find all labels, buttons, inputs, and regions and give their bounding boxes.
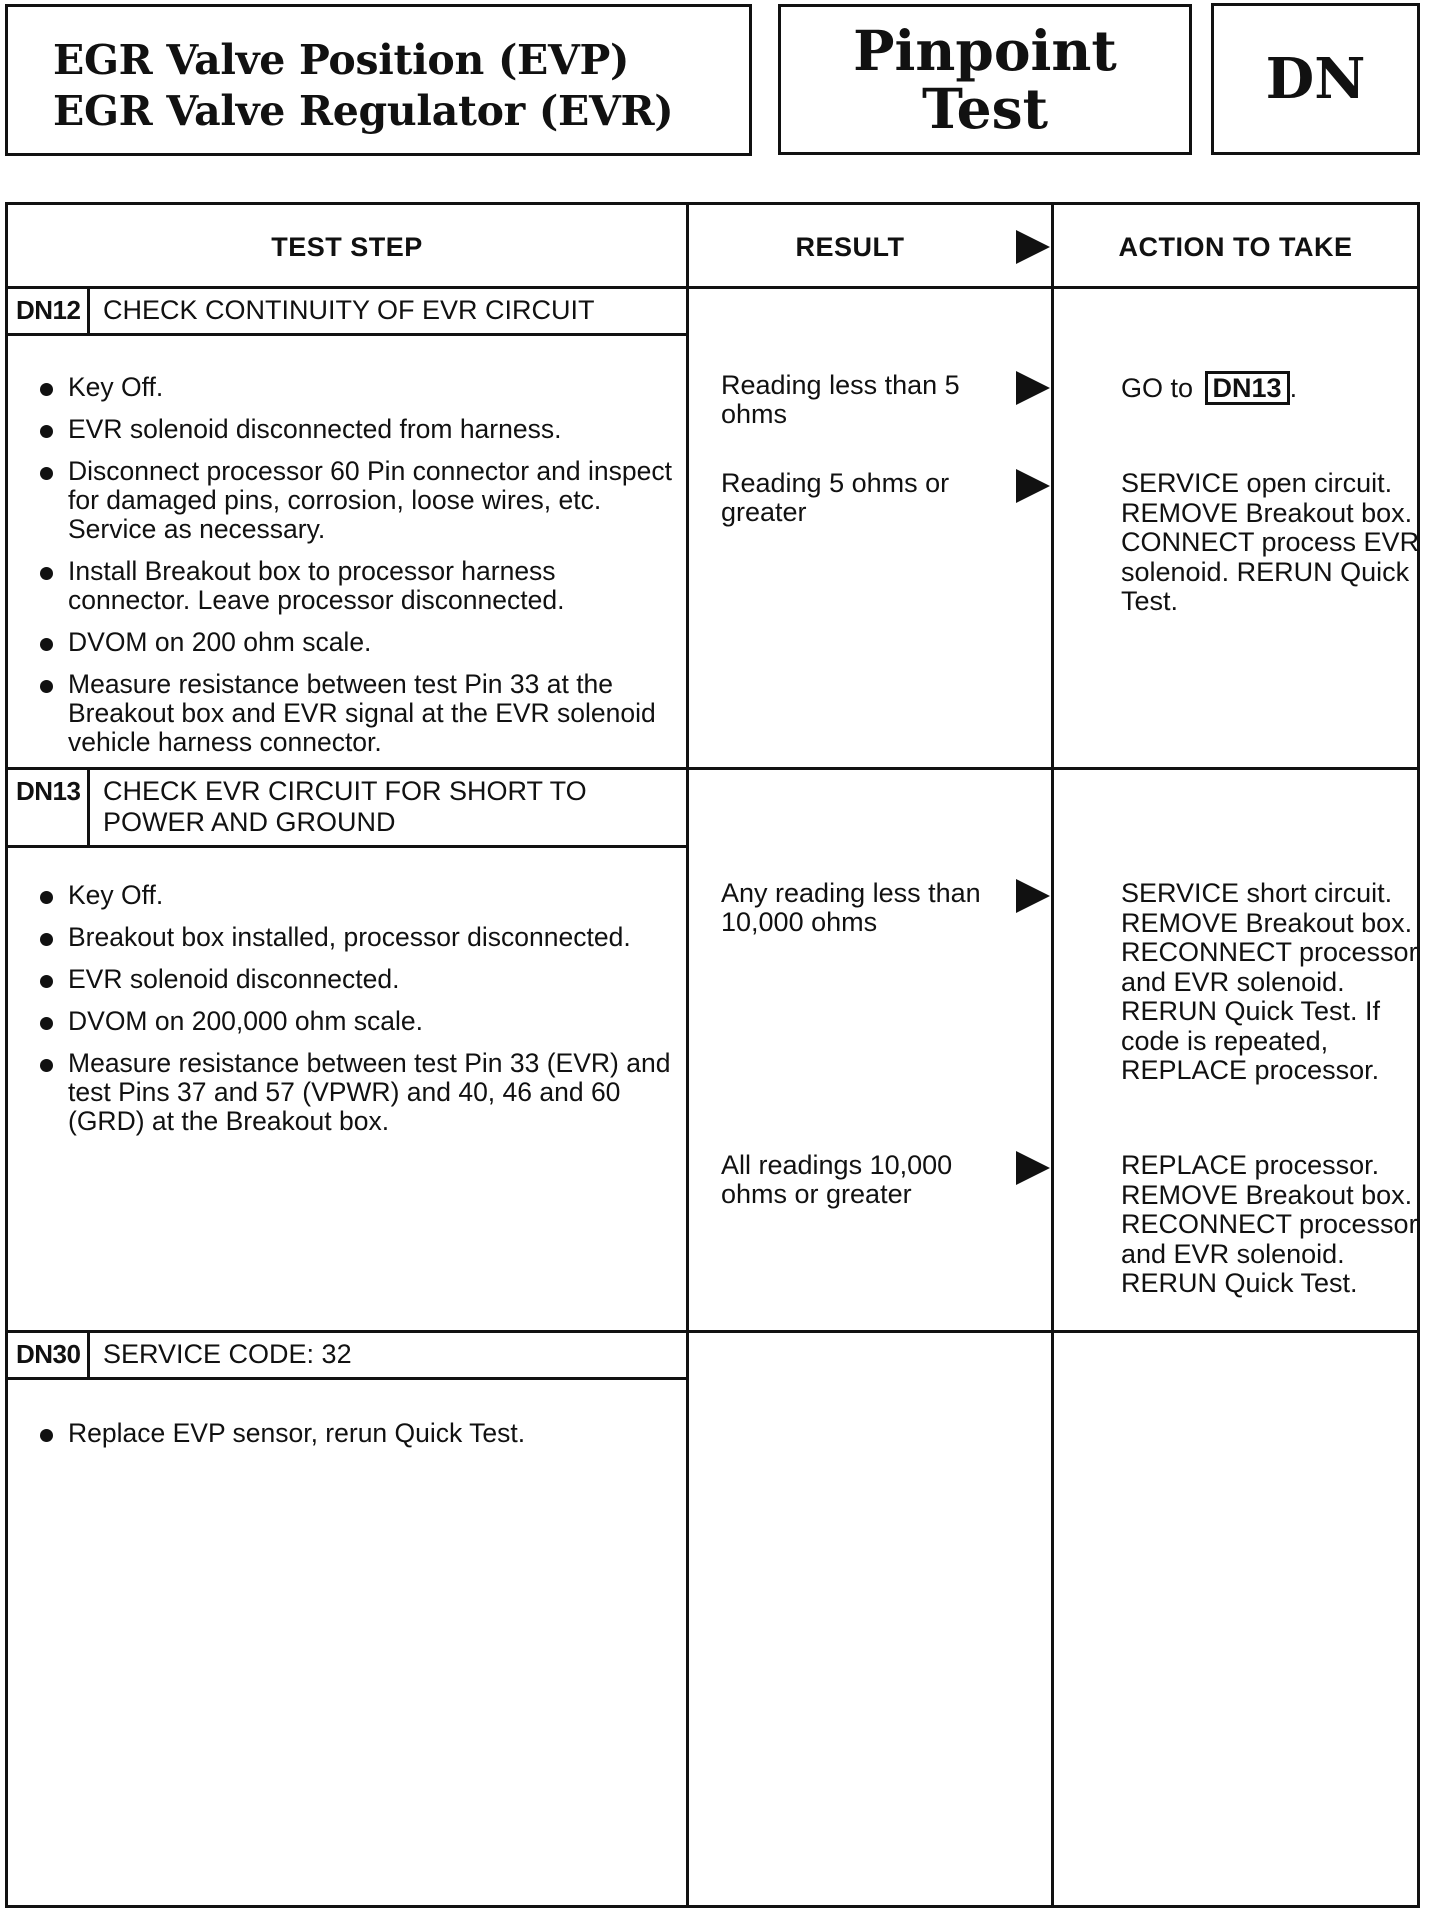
- step-reference-dn13[interactable]: DN13: [1205, 371, 1290, 405]
- column-header-result: RESULT: [795, 231, 905, 262]
- step-title: CHECK EVR CIRCUIT FOR SHORT TO POWER AND GROUND: [103, 776, 587, 837]
- pinpoint-test-box: [778, 4, 1192, 155]
- bullet-item: Breakout box installed, processor disconnected.: [38, 923, 678, 952]
- action-text: SERVICE short circuit. REMOVE Breakout box. RECONNECT processor and EVR solenoid. RERUN Quick Test. If code is repeated, REPLACE processor.: [1121, 878, 1418, 1085]
- pinpoint-label: Pinpoint: [853, 17, 1117, 83]
- result-text: Reading less than 5 ohms: [721, 370, 960, 429]
- action-suffix: .: [1289, 373, 1298, 403]
- bullet-item: Measure resistance between test Pin 33 at the Breakout box and EVR signal at the EVR solenoid vehicle harness connector.: [38, 670, 678, 757]
- action-text: SERVICE open circuit. REMOVE Breakout box. CONNECT process EVR solenoid. RERUN Quick Test.: [1121, 468, 1420, 616]
- document-title-line2: EGR Valve Regulator (EVR): [53, 87, 674, 135]
- test-code: DN: [1265, 46, 1366, 112]
- document-title-line1: EGR Valve Position (EVP): [53, 36, 630, 84]
- arrow-right-icon: [1016, 1151, 1050, 1185]
- result-text: All readings 10,000 ohms or greater: [721, 1150, 953, 1209]
- step-header-dn13: [8, 770, 689, 848]
- column-header-test-step: TEST STEP: [271, 231, 423, 262]
- step-id: DN12: [8, 289, 90, 333]
- result-text: Any reading less than 10,000 ohms: [721, 878, 981, 937]
- test-code-box: [1211, 3, 1420, 155]
- step-bullets-dn12: [38, 373, 678, 770]
- bullet-item: Replace EVP sensor, rerun Quick Test.: [38, 1419, 678, 1448]
- bullet-item: DVOM on 200 ohm scale.: [38, 628, 678, 657]
- bullet-item: Key Off.: [38, 881, 678, 910]
- column-divider: [1051, 205, 1054, 1905]
- step-id: DN30: [8, 1333, 90, 1377]
- step-header-dn30: [8, 1333, 689, 1380]
- bullet-item: Measure resistance between test Pin 33 (EVR) and test Pins 37 and 57 (VPWR) and 40, 46 and 60 (GRD) at the Breakout box.: [38, 1049, 678, 1136]
- bullet-item: Disconnect processor 60 Pin connector and inspect for damaged pins, corrosion, loose wires, etc. Service as necessary.: [38, 457, 678, 544]
- step-title: CHECK CONTINUITY OF EVR CIRCUIT: [103, 295, 595, 325]
- bullet-item: EVR solenoid disconnected from harness.: [38, 415, 678, 444]
- step-bullets-dn30: [38, 1419, 678, 1461]
- arrow-right-icon: [1016, 371, 1050, 405]
- pinpoint-test-table: [5, 202, 1420, 1908]
- arrow-right-icon: [1016, 230, 1050, 264]
- action-text: [1121, 371, 1421, 405]
- result-text: Reading 5 ohms or greater: [721, 468, 950, 527]
- step-id: DN13: [8, 770, 90, 845]
- column-header-action: ACTION TO TAKE: [1118, 231, 1353, 262]
- arrow-right-icon: [1016, 879, 1050, 913]
- title-box: [5, 4, 752, 156]
- bullet-item: Key Off.: [38, 373, 678, 402]
- step-header-dn12: [8, 289, 689, 336]
- bullet-item: Install Breakout box to processor harness connector. Leave processor disconnected.: [38, 557, 678, 615]
- arrow-right-icon: [1016, 469, 1050, 503]
- action-prefix: GO to: [1121, 373, 1194, 403]
- step-bullets-dn13: [38, 881, 678, 1149]
- bullet-item: EVR solenoid disconnected.: [38, 965, 678, 994]
- action-text: REPLACE processor. REMOVE Breakout box. RECONNECT processor and EVR solenoid. RERUN Quick Test.: [1121, 1150, 1418, 1298]
- column-divider: [686, 205, 689, 1905]
- step-title: SERVICE CODE: 32: [103, 1339, 352, 1369]
- test-label: Test: [922, 75, 1048, 141]
- bullet-item: DVOM on 200,000 ohm scale.: [38, 1007, 678, 1036]
